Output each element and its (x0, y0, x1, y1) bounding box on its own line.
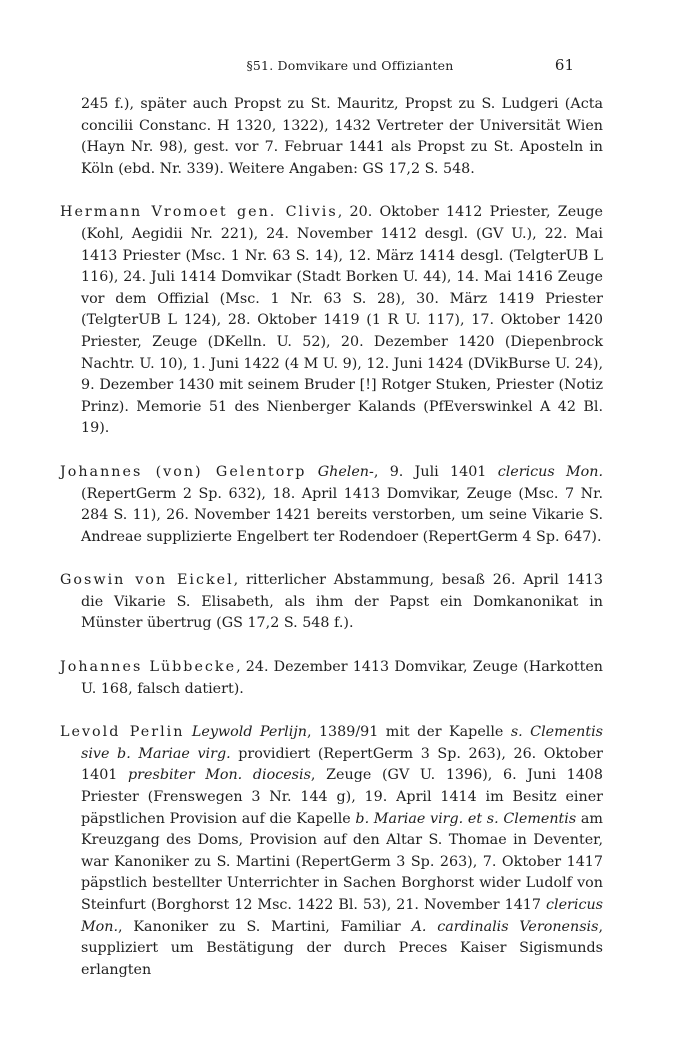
entry-name: Hermann Vromoet (60, 204, 228, 221)
entry-name: Johannes (von) Gelentorp (60, 463, 307, 480)
entry-alias: gen. Clivis (227, 204, 338, 221)
entry-text: , ritterlicher Abstammung, besaß 26. April 1413 die Vikarie S. Elisabeth, als ihm der Papst ein Domkanonikat in Münster übertrug (GS 17,2 S. 548 f.). (81, 572, 603, 632)
entry-name: Goswin von Eickel (60, 572, 234, 589)
entry-levold-perlin (60, 722, 603, 981)
entry-johannes-gelentorp (60, 462, 603, 548)
entry-latin-term: presbiter Mon. diocesis (128, 767, 311, 784)
entry-latin-term: clericus Mon. (81, 897, 603, 935)
entry-text: , suppliziert um Bestätigung der durch Preces Kaiser Sigismunds erlangten (81, 918, 603, 978)
entry-text (306, 464, 317, 480)
entry-text: , 24. Dezember 1413 Domvikar, Zeuge (Harkotten U. 168, falsch datiert). (81, 659, 603, 697)
entry-text: am Kreuzgang des Doms, Provision auf den Altar S. Thomae in Deventer, war Kanoniker zu S. Martini (RepertGerm 3 Sp. 263), 7. Oktober 1417 päpstlich bestellter Unterrichter in Sachen Borghorst wider Ludolf von Steinfurt (Borghorst 12 Msc. 1422 Bl. 53), 21. November 1417 (81, 810, 603, 913)
running-title: §51. Domvikare und Offizianten (246, 58, 454, 73)
entry-variant-name: Leywold Perlijn (191, 724, 307, 741)
running-head (0, 56, 700, 76)
entry-latin-term: clericus Mon. (497, 463, 603, 480)
entry-text: , 20. Oktober 1412 Priester, Zeuge (Kohl, Aegidii Nr. 221), 24. November 1412 desgl. (GV U.), 22. Mai 1413 Priester (Msc. 1 Nr. 63 S. 14), 12. März 1414 desgl. (TelgterUB L 116), 24. Juli 1414 Domvikar (Stadt Borken U. 44), 14. Mai 1416 Zeuge vor dem Offizial (Msc. 1 Nr. 63 S. 28), 30. März 1419 Priester (TelgterUB L 124), 28. Oktober 1419 (1 R U. 117), 17. Oktober 1420 Priester, Zeuge (DKelln. U. 52), 20. Dezember 1420 (Diepenbrock Nachtr. U. 10), 1. Juni 1422 (4 M U. 9), 12. Juni 1424 (DVikBurse U. 24), 9. Dezember 1430 mit seinem Bruder [!] Rotger Stuken, Priester (Notiz Prinz). Memorie 51 des Nienberger Kalands (PfEverswinkel A 42 Bl. 19). (81, 204, 604, 437)
entry-continuation (60, 94, 603, 180)
entry-text: , 1389/91 mit der Kapelle (306, 724, 511, 741)
entry-variant-name: Ghelen- (317, 463, 374, 480)
entry-goswin-eickel (60, 570, 603, 635)
entry-text (184, 724, 191, 740)
entry-text: , 9. Juli 1401 (373, 463, 498, 480)
entry-text: (RepertGerm 2 Sp. 632), 18. April 1413 Domvikar, Zeuge (Msc. 7 Nr. 284 S. 11), 26. November 1421 bereits verstorben, um seine Vikarie S. Andreae supplizierte Engelbert ter Rodendoer (RepertGerm 4 Sp. 647). (81, 485, 603, 545)
entry-latin-term: s. Clementis sive b. Mariae virg. (81, 724, 603, 762)
entry-name: Levold Perlin (60, 724, 185, 741)
entry-johannes-luebbecke (60, 657, 603, 700)
entry-text: , Kanoniker zu S. Martini, Familiar (118, 918, 412, 935)
entry-hermann-vromoet (60, 202, 603, 440)
entry-text: , Zeuge (GV U. 1396), 6. Juni 1408 Priester (Frenswegen 3 Nr. 144 g), 19. April 1414 im Besitz einer päpstlichen Provision auf die Kapelle (81, 767, 603, 827)
entry-name: Johannes Lübbecke (60, 659, 237, 676)
entry-latin-term: b. Mariae virg. et s. Clementis (355, 810, 577, 827)
page-body (60, 94, 603, 1003)
entry-text: 245 f.), später auch Propst zu St. Mauritz, Propst zu S. Ludgeri (Acta concilii Constanc. H 1320, 1322), 1432 Vertreter der Universität Wien (Hayn Nr. 98), gest. vor 7. Februar 1441 als Propst zu St. Aposteln in Köln (ebd. Nr. 339). Weitere Angaben: GS 17,2 S. 548. (81, 96, 603, 177)
entry-text: providiert (RepertGerm 3 Sp. 263), 26. Oktober 1401 (81, 745, 603, 784)
page-number: 61 (554, 56, 574, 74)
entry-latin-term: A. cardinalis Veronensis (411, 918, 599, 935)
